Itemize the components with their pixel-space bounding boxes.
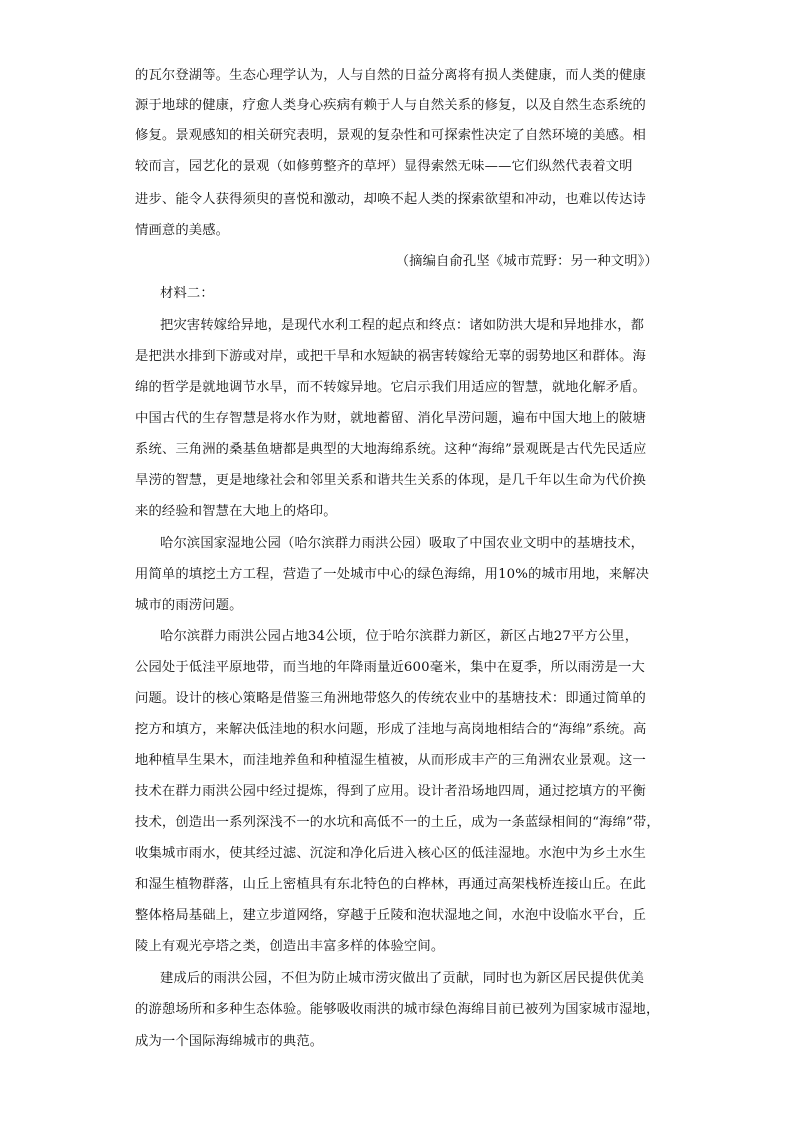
text-line: 陵上有观光亭塔之类，创造出丰富多样的体验空间。 [135, 939, 445, 954]
text-line: 城市的雨涝问题。 [135, 598, 243, 613]
text-line: 修复。景观感知的相关研究表明，景观的复杂性和可探索性决定了自然环境的美感。相 [135, 128, 646, 143]
text-line: 问题。设计的核心策略是借鉴三角洲地带悠久的传统农业中的基塘技术：即通过简单的 [135, 691, 646, 706]
text-line: 技术在群力雨洪公园中经过提炼，得到了应用。设计者沿场地四周，通过挖填方的平衡 [135, 784, 646, 799]
text-line: 进步、能令人获得须臾的喜悦和激动，却唤不起人类的探索欲望和冲动，也难以传达诗 [135, 192, 646, 207]
text-line: 系统、三角洲的桑基鱼塘都是典型的大地海绵系统。这种“海绵”景观既是古代先民适应 [135, 442, 647, 457]
text-line: 地种植旱生果木，而洼地养鱼和种植湿生植被，从而形成丰产的三角洲农业景观。这一 [135, 753, 646, 768]
text-line: 成为一个国际海绵城市的典范。 [135, 1034, 324, 1049]
text-line: 哈尔滨国家湿地公园（哈尔滨群力雨洪公园）吸取了中国农业文明中的基塘技术， [160, 536, 645, 551]
text-line: 和湿生植物群落，山丘上密植具有东北特色的白桦林，再通过高架栈桥连接山丘。在此 [135, 877, 646, 892]
text-line: 建成后的雨洪公园，不但为防止城市涝灾做出了贡献，同时也为新区居民提供优美 [160, 971, 645, 986]
text-line: 公园处于低洼平原地带，而当地的年降雨量近600毫米，集中在夏季，所以雨涝是一大 [135, 660, 645, 675]
text-line: 技术，创造出一系列深浅不一的水坑和高低不一的土丘，成为一条蓝绿相间的“海绵”带， [135, 815, 660, 830]
text-line: 较而言，园艺化的景观（如修剪整齐的草坪）显得索然无味——它们纵然代表着文明 [135, 159, 633, 174]
text-line: 源于地球的健康，疗愈人类身心疾病有赖于人与自然关系的修复，以及自然生态系统的 [135, 98, 646, 113]
text-line: 哈尔滨群力雨洪公园占地34公顷，位于哈尔滨群力新区，新区占地27平方公里， [160, 629, 639, 644]
text-line: 收集城市雨水，使其经过滤、沉淀和净化后进入核心区的低洼湿地。水泡中为乡土水生 [135, 846, 646, 861]
text-line: 整体格局基础上，建立步道网络，穿越于丘陵和泡状湿地之间，水泡中设临水平台，丘 [135, 908, 646, 923]
text-line: 的游憩场所和多种生态体验。能够吸收雨洪的城市绿色海绵目前已被列为国家城市湿地， [135, 1002, 660, 1017]
section-heading: 材料二： [160, 286, 214, 301]
text-line: 用简单的填挖土方工程，营造了一处城市中心的绿色海绵，用10%的城市用地，来解决 [135, 567, 650, 582]
text-line: 是把洪水排到下游或对岸，或把干旱和水短缺的祸害转嫁给无辜的弱势地区和群体。海 [135, 349, 646, 364]
text-line: 中国古代的生存智慧是将水作为财，就地蓄留、消化旱涝问题，遍布中国大地上的陂塘 [135, 411, 646, 426]
text-line: 旱涝的智慧，更是地缘社会和邻里关系和谐共生关系的体现，是几千年以生命为代价换 [135, 473, 646, 488]
text-line: 把灾害转嫁给异地，是现代水利工程的起点和终点：诸如防洪大堤和异地排水，都 [160, 318, 645, 333]
text-line: 来的经验和智慧在大地上的烙印。 [135, 504, 337, 519]
text-line: 挖方和填方，来解决低洼地的积水问题，形成了洼地与高岗地相结合的“海绵”系统。高 [135, 722, 647, 737]
text-line: 的瓦尔登湖等。生态心理学认为，人与自然的日益分离将有损人类健康，而人类的健康 [135, 68, 646, 83]
source-citation: （摘编自俞孔坚《城市荒野：另一种文明》） [395, 254, 658, 269]
text-line: 情画意的美感。 [135, 223, 230, 238]
text-line: 绵的哲学是就地调节水旱，而不转嫁异地。它启示我们用适应的智慧，就地化解矛盾。 [135, 380, 646, 395]
